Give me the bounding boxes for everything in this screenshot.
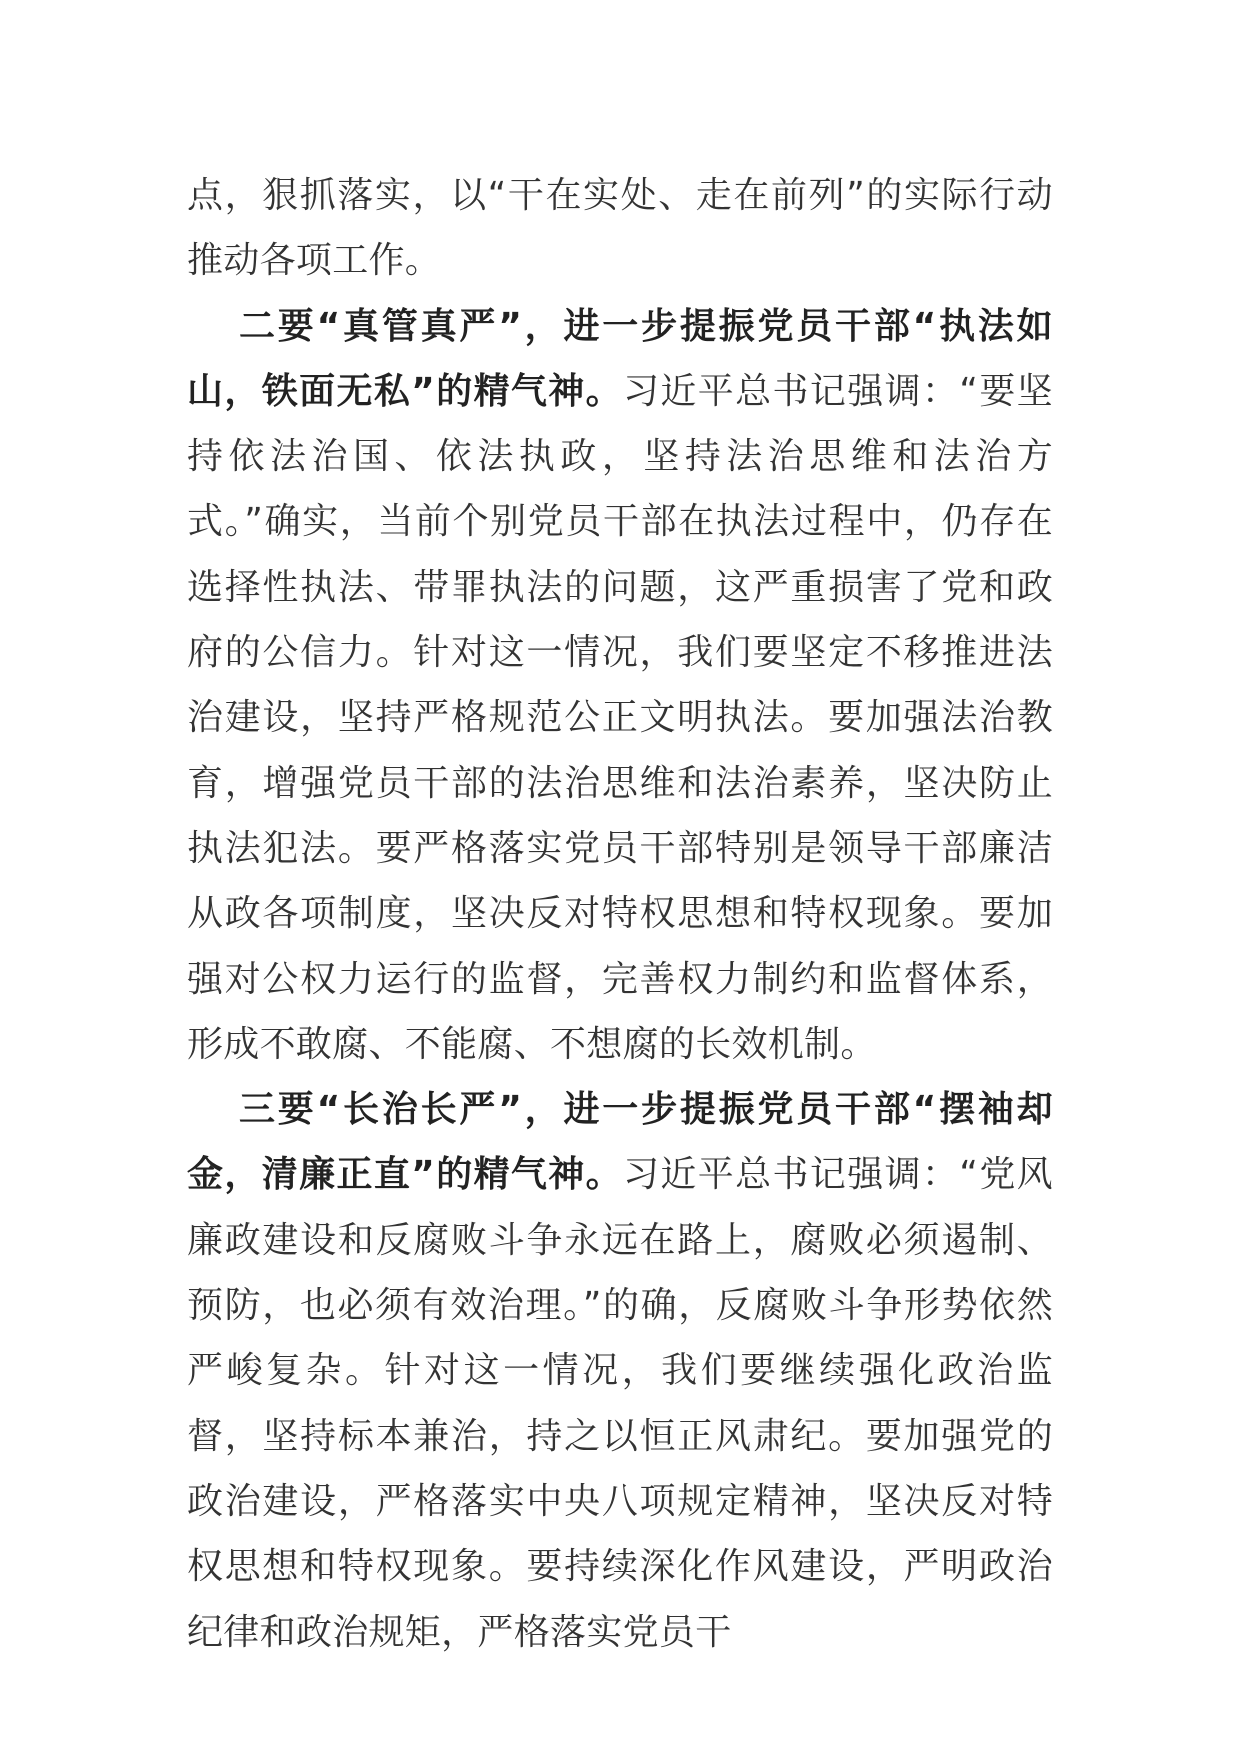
paragraph-heading: 二要“真管真严”，进一步提振党员干部“执法如山，铁面无私”的精气神。 — [187, 305, 1053, 412]
paragraph-point-three — [187, 1077, 1053, 1665]
paragraph-body: 点，狠抓落实，以“干在实处、走在前列”的实际行动推动各项工作。 — [187, 175, 1053, 282]
paragraph-body: 习近平总书记强调：“党风廉政建设和反腐败斗争永远在路上，腐败必须遏制、预防，也必须有效治理。”的确，反腐败斗争形势依然严峻复杂。针对这一情况，我们要继续强化政治监督，坚持标本兼治，持之以恒正风肃纪。要加强党的政治建设，严格落实中央八项规定精神，坚决反对特权思想和特权现象。要持续深化作风建设，严明政治纪律和政治规矩，严格落实党员干 — [187, 1154, 1053, 1653]
paragraph-point-two — [187, 294, 1053, 1078]
paragraph-heading: 三要“长治长严”，进一步提振党员干部“摆袖却金，清廉正直”的精气神。 — [187, 1089, 1053, 1196]
document-body — [187, 163, 1053, 1665]
paragraph-continuation — [187, 163, 1053, 294]
paragraph-body: 习近平总书记强调：“要坚持依法治国、依法执政，坚持法治思维和法治方式。”确实，当前个别党员干部在执法过程中，仍存在选择性执法、带罪执法的问题，这严重损害了党和政府的公信力。针对这一情况，我们要坚定不移推进法治建设，坚持严格规范公正文明执法。要加强法治教育，增强党员干部的法治思维和法治素养，坚决防止执法犯法。要严格落实党员干部特别是领导干部廉洁从政各项制度，坚决反对特权思想和特权现象。要加强对公权力运行的监督，完善权力制约和监督体系，形成不敢腐、不能腐、不想腐的长效机制。 — [187, 370, 1053, 1065]
